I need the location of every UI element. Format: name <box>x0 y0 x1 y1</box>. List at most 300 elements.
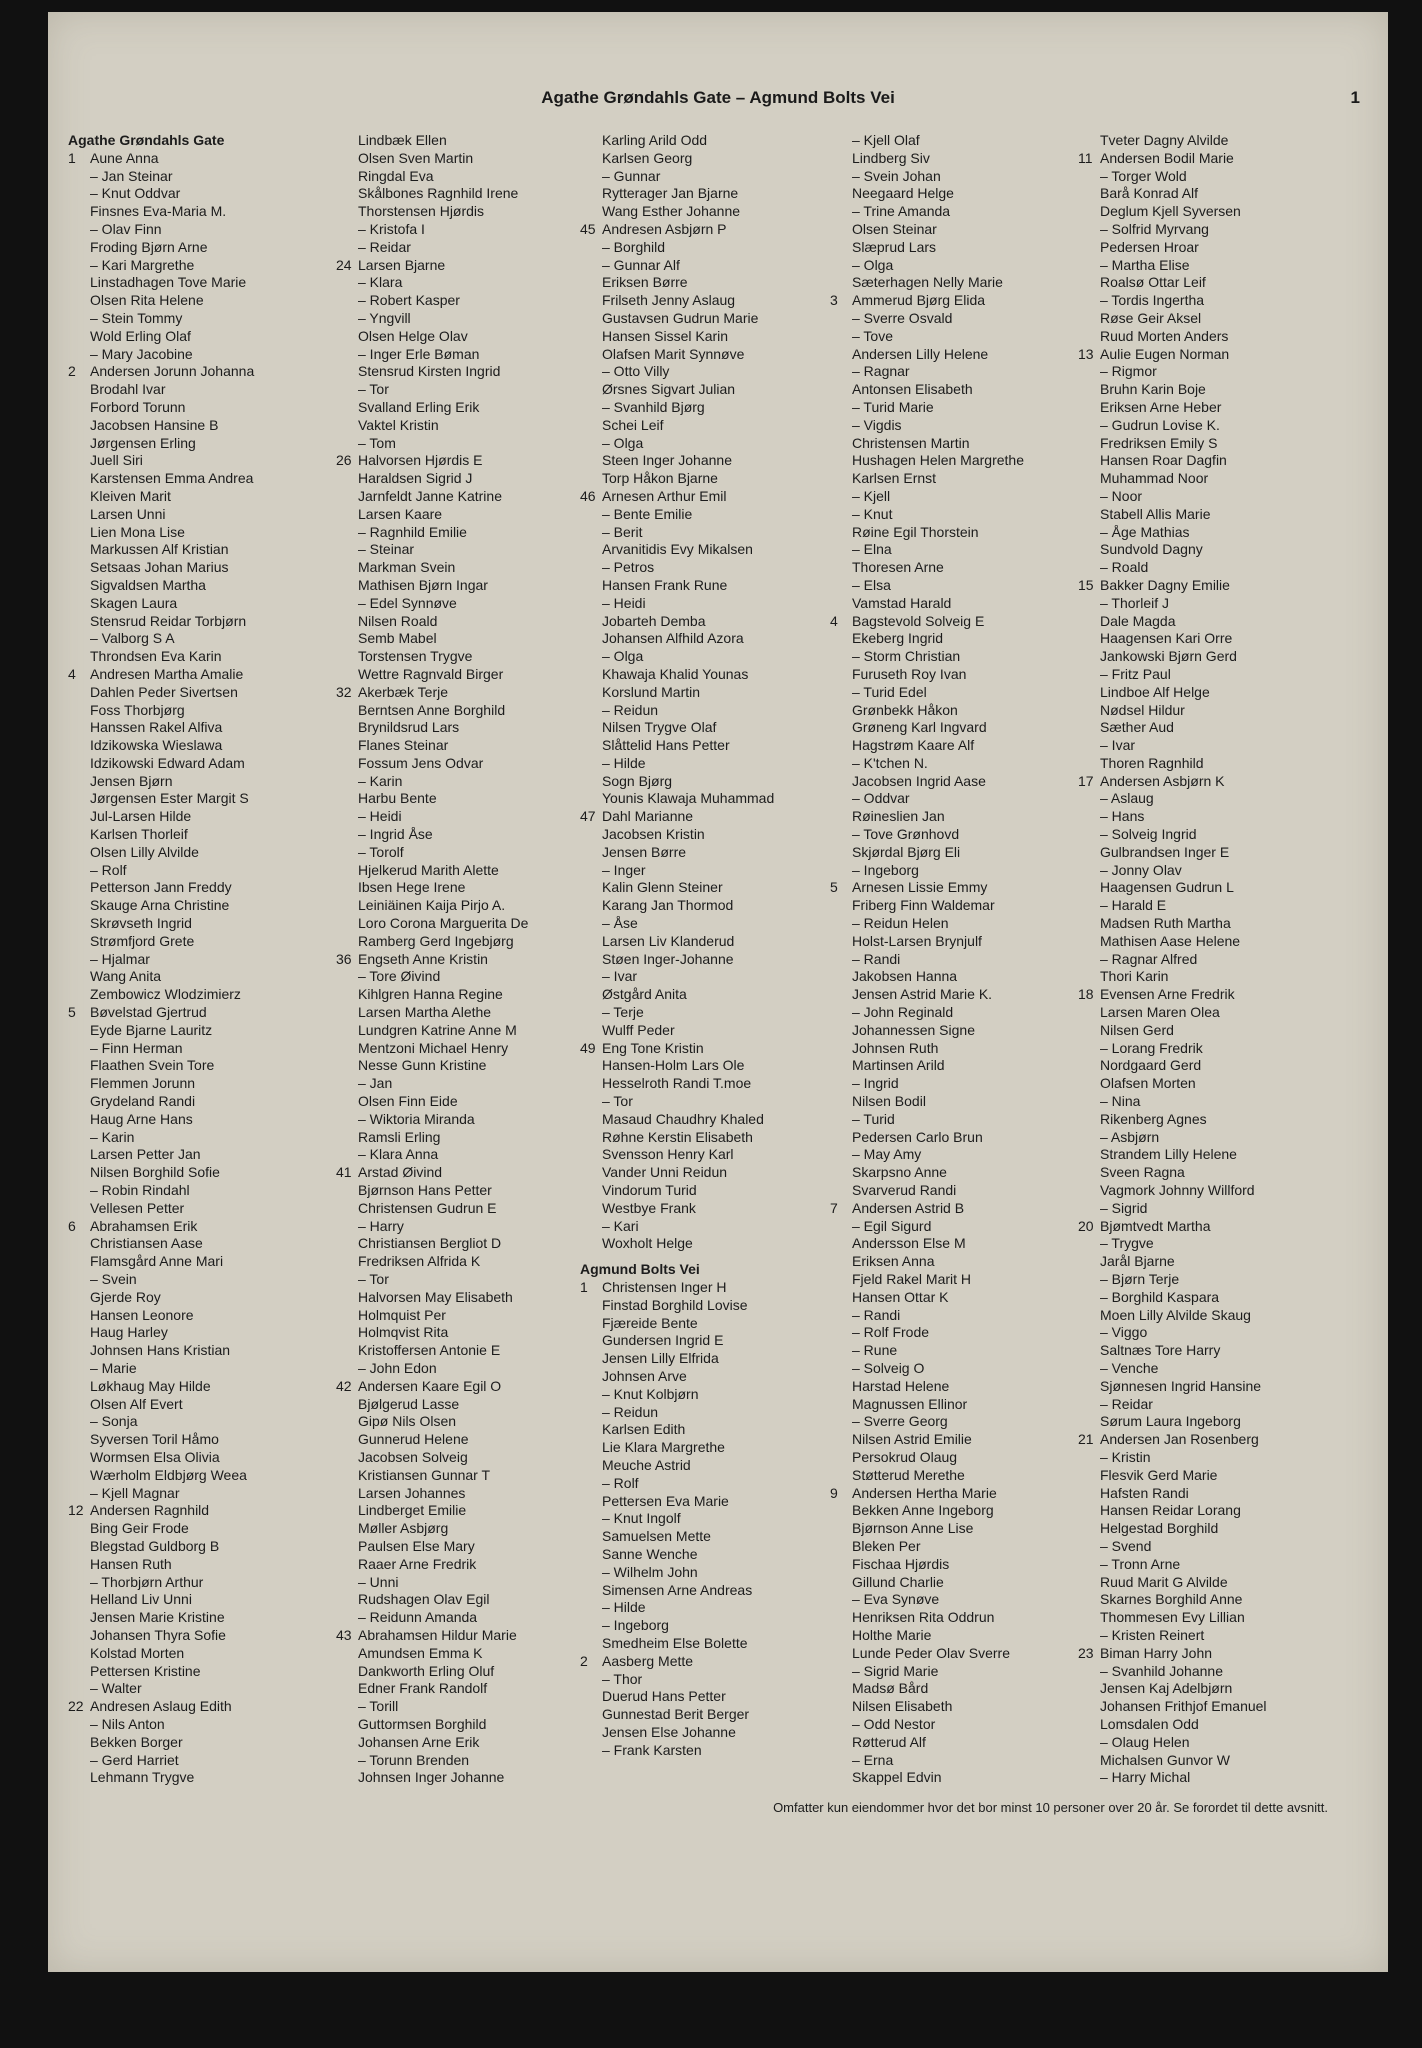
resident-entry <box>580 1386 830 1404</box>
resident-name: Christensen Martin <box>852 434 970 451</box>
resident-name: Jankowski Bjørn Gerd <box>1100 648 1237 665</box>
resident-entry <box>336 506 586 524</box>
resident-entry <box>1078 1182 1328 1200</box>
resident-entry <box>68 1324 318 1342</box>
resident-entry <box>68 1716 318 1734</box>
resident-name: Skrøvseth Ingrid <box>90 915 192 932</box>
resident-entry <box>580 506 830 524</box>
resident-name: Eriksen Anna <box>852 1253 935 1270</box>
resident-name: – Tove <box>852 327 893 344</box>
resident-name: Andersen Lilly Helene <box>852 345 989 362</box>
resident-entry <box>336 719 586 737</box>
resident-entry <box>336 1182 586 1200</box>
resident-name: Nilsen Gerd <box>1100 1021 1174 1038</box>
resident-name: Olsen Finn Eide <box>358 1093 458 1110</box>
resident-name: Dale Magda <box>1100 612 1176 629</box>
resident-entry <box>1078 1609 1328 1627</box>
resident-entry <box>830 1698 1080 1716</box>
resident-name: Hafsten Randi <box>1100 1484 1189 1501</box>
resident-name: Westbye Frank <box>602 1199 696 1216</box>
resident-name: Løkhaug May Hilde <box>90 1377 211 1394</box>
resident-name: – Kristen Reinert <box>1100 1626 1205 1643</box>
resident-entry <box>68 1538 318 1556</box>
resident-name: Larsen Bjarne <box>358 256 446 273</box>
resident-entry <box>336 862 586 880</box>
resident-entry <box>1078 1360 1328 1378</box>
resident-name: – Elna <box>852 541 892 558</box>
resident-name: Lehmann Trygve <box>90 1769 195 1786</box>
resident-entry <box>830 1111 1080 1129</box>
house-number: 42 <box>336 1377 352 1394</box>
resident-name: Lien Mona Lise <box>90 523 185 540</box>
resident-name: Holst-Larsen Brynjulf <box>852 932 982 949</box>
resident-name: – Solfrid Myrvang <box>1100 220 1209 237</box>
resident-entry <box>1078 933 1328 951</box>
resident-name: – Fritz Paul <box>1100 665 1171 682</box>
resident-entry <box>580 470 830 488</box>
resident-name: – Kristin <box>1100 1448 1151 1465</box>
resident-name: Sæterhagen Nelly Marie <box>852 274 1003 291</box>
house-number: 49 <box>580 1039 596 1056</box>
resident-entry <box>1078 1627 1328 1645</box>
resident-entry <box>580 755 830 773</box>
resident-entry <box>336 310 586 328</box>
resident-name: Bekken Anne Ingeborg <box>852 1502 994 1519</box>
resident-name: – Kjell <box>852 487 891 504</box>
resident-name: Gunnerud Helene <box>358 1431 469 1448</box>
resident-name: Nilsen Roald <box>358 612 438 629</box>
house-number: 46 <box>580 487 596 504</box>
resident-name: Jensen Else Johanne <box>602 1723 736 1740</box>
resident-name: Ibsen Hege Irene <box>358 879 466 896</box>
resident-entry <box>336 559 586 577</box>
resident-name: Raaer Arne Fredrik <box>358 1555 477 1572</box>
resident-entry <box>580 773 830 791</box>
resident-name: – Mary Jacobine <box>90 345 193 362</box>
resident-entry <box>830 1022 1080 1040</box>
resident-name: – Olga <box>602 648 644 665</box>
resident-entry <box>1078 1574 1328 1592</box>
resident-entry <box>336 1502 586 1520</box>
column-3 <box>580 132 830 1760</box>
resident-entry <box>68 1752 318 1770</box>
resident-entry <box>1078 1164 1328 1182</box>
resident-name: Grydeland Randi <box>90 1093 196 1110</box>
resident-name: – Tove Grønhovd <box>852 826 960 843</box>
resident-entry <box>336 1645 586 1663</box>
house-number: 5 <box>68 1004 76 1021</box>
resident-entry <box>830 1253 1080 1271</box>
resident-name: Hansen Ruth <box>90 1555 172 1572</box>
resident-name: Jensen Astrid Marie K. <box>852 986 993 1003</box>
resident-entry <box>830 1609 1080 1627</box>
resident-name: Helgestad Borghild <box>1100 1520 1219 1537</box>
resident-entry <box>580 595 830 613</box>
resident-entry <box>1078 1716 1328 1734</box>
resident-entry <box>1078 1324 1328 1342</box>
resident-name: Throndsen Eva Karin <box>90 648 222 665</box>
resident-entry <box>830 826 1080 844</box>
resident-name: Pettersen Kristine <box>90 1662 201 1679</box>
resident-entry <box>68 292 318 310</box>
house-entry <box>68 1502 318 1520</box>
resident-entry <box>1078 470 1328 488</box>
resident-name: – Randi <box>852 950 901 967</box>
resident-name: Pettersen Eva Marie <box>602 1492 729 1509</box>
resident-entry <box>336 915 586 933</box>
house-number: 24 <box>336 256 352 273</box>
resident-entry <box>68 1164 318 1182</box>
resident-entry <box>830 1502 1080 1520</box>
house-number: 4 <box>68 665 76 682</box>
resident-name: – Knut Oddvar <box>90 185 181 202</box>
resident-entry <box>580 257 830 275</box>
resident-entry <box>68 524 318 542</box>
resident-entry <box>830 168 1080 186</box>
resident-name: – Gunnar <box>602 167 661 184</box>
resident-name: Wulff Peder <box>602 1021 675 1038</box>
resident-name: Madsø Bård <box>852 1680 929 1697</box>
resident-name: Haagensen Gudrun L <box>1100 879 1234 896</box>
resident-name: Vellesen Petter <box>90 1199 185 1216</box>
resident-entry <box>68 257 318 275</box>
resident-name: Samuelsen Mette <box>602 1528 711 1545</box>
resident-name: Lindbæk Ellen <box>358 132 447 148</box>
resident-entry <box>1078 559 1328 577</box>
resident-name: – Noor <box>1100 487 1143 504</box>
resident-name: – Torolf <box>358 843 404 860</box>
resident-name: Karlsen Ernst <box>852 470 937 487</box>
resident-name: Skålbones Ragnhild Irene <box>358 185 519 202</box>
resident-name: – Viggo <box>1100 1324 1148 1341</box>
resident-name: Vindorum Turid <box>602 1182 697 1199</box>
resident-entry <box>580 1111 830 1129</box>
resident-entry <box>830 1413 1080 1431</box>
resident-name: Ammerud Bjørg Elida <box>852 292 986 309</box>
resident-name: Barå Konrad Alf <box>1100 185 1199 202</box>
house-entry <box>336 452 586 470</box>
resident-entry <box>580 1528 830 1546</box>
resident-entry <box>336 1057 586 1075</box>
resident-name: Smedheim Else Bolette <box>602 1634 748 1651</box>
resident-entry <box>68 346 318 364</box>
resident-entry <box>580 310 830 328</box>
resident-name: – Turid Marie <box>852 398 934 415</box>
house-entry <box>336 951 586 969</box>
resident-name: Martinsen Arild <box>852 1057 945 1074</box>
resident-name: Pedersen Hroar <box>1100 238 1199 255</box>
resident-name: Jobarteh Demba <box>602 612 706 629</box>
resident-name: Svensson Henry Karl <box>602 1146 734 1163</box>
resident-entry <box>830 203 1080 221</box>
page-title: Agathe Grøndahls Gate – Agmund Bolts Vei <box>541 88 895 107</box>
resident-entry <box>580 292 830 310</box>
resident-name: – Eva Synøve <box>852 1591 940 1608</box>
resident-name: – Valborg S A <box>90 630 175 647</box>
resident-entry <box>580 719 830 737</box>
resident-name: – Knut Kolbjørn <box>602 1385 699 1402</box>
resident-name: Svarverud Randi <box>852 1182 957 1199</box>
resident-name: – Egil Sigurd <box>852 1217 932 1234</box>
resident-name: Hansen Ottar K <box>852 1288 949 1305</box>
resident-entry <box>68 1609 318 1627</box>
resident-entry <box>336 203 586 221</box>
resident-name: Dankworth Erling Oluf <box>358 1662 495 1679</box>
resident-entry <box>68 933 318 951</box>
resident-entry <box>580 274 830 292</box>
resident-entry <box>830 274 1080 292</box>
resident-entry <box>1078 1752 1328 1770</box>
resident-entry <box>1078 897 1328 915</box>
resident-name: Olsen Helge Olav <box>358 327 468 344</box>
resident-name: – Karin <box>358 772 403 789</box>
resident-entry <box>68 1769 318 1787</box>
resident-name: Jarål Bjarne <box>1100 1253 1175 1270</box>
resident-entry <box>336 1022 586 1040</box>
house-entry <box>580 808 830 826</box>
resident-name: Masaud Chaudhry Khaled <box>602 1110 764 1127</box>
resident-entry <box>1078 132 1328 150</box>
resident-name: Idzikowska Wieslawa <box>90 737 223 754</box>
street-heading: Agathe Grøndahls Gate <box>68 132 225 148</box>
resident-name: – Edel Synnøve <box>358 594 457 611</box>
resident-name: – Turid <box>852 1110 895 1127</box>
page-number: 1 <box>1350 88 1360 107</box>
house-number: 2 <box>68 363 76 380</box>
resident-name: Arnesen Arthur Emil <box>602 487 727 504</box>
resident-entry <box>68 719 318 737</box>
resident-entry <box>830 239 1080 257</box>
resident-name: Olsen Steinar <box>852 220 937 237</box>
resident-entry <box>580 1297 830 1315</box>
resident-name: Ramberg Gerd Ingebjørg <box>358 932 514 949</box>
resident-name: Hansen Roar Dagfin <box>1100 452 1227 469</box>
resident-entry <box>336 1324 586 1342</box>
resident-entry <box>336 648 586 666</box>
resident-name: Syversen Toril Håmo <box>90 1431 219 1448</box>
resident-name: – Harry Michal <box>1100 1769 1191 1786</box>
resident-entry <box>336 185 586 203</box>
resident-entry <box>68 808 318 826</box>
resident-entry <box>1078 1022 1328 1040</box>
resident-name: – Nina <box>1100 1093 1141 1110</box>
resident-name: Berntsen Anne Borghild <box>358 701 506 718</box>
resident-name: Hushagen Helen Margrethe <box>852 452 1024 469</box>
resident-entry <box>1078 1485 1328 1503</box>
house-number: 11 <box>1078 149 1093 166</box>
resident-name: – Odd Nestor <box>852 1715 936 1732</box>
resident-name: Vaktel Kristin <box>358 416 439 433</box>
resident-entry <box>830 1556 1080 1574</box>
resident-name: Vamstad Harald <box>852 594 952 611</box>
resident-name: Johnsen Ruth <box>852 1039 939 1056</box>
resident-entry <box>336 986 586 1004</box>
resident-name: Eriksen Børre <box>602 274 688 291</box>
resident-name: Finsnes Eva-Maria M. <box>90 203 227 220</box>
resident-name: – Borghild <box>602 238 666 255</box>
resident-name: – Aslaug <box>1100 790 1154 807</box>
resident-name: – Wilhelm John <box>602 1563 698 1580</box>
resident-entry <box>68 203 318 221</box>
house-entry <box>336 1627 586 1645</box>
resident-name: Juell Siri <box>90 452 143 469</box>
resident-name: Paulsen Else Mary <box>358 1537 475 1554</box>
resident-name: Zembowicz Wlodzimierz <box>90 986 241 1003</box>
resident-name: – Steinar <box>358 541 415 558</box>
resident-entry <box>68 1057 318 1075</box>
resident-entry <box>830 1271 1080 1289</box>
resident-name: Hansen Leonore <box>90 1306 194 1323</box>
resident-entry <box>68 1449 318 1467</box>
resident-name: Larsen Maren Olea <box>1100 1004 1220 1021</box>
directory-page <box>48 12 1388 1972</box>
resident-entry <box>580 1706 830 1724</box>
resident-entry <box>336 1360 586 1378</box>
resident-entry <box>580 951 830 969</box>
resident-name: – Gunnar Alf <box>602 256 680 273</box>
resident-name: – Sverre Georg <box>852 1413 948 1430</box>
resident-name: – John Reginald <box>852 1004 954 1021</box>
resident-entry <box>336 1538 586 1556</box>
resident-entry <box>68 1663 318 1681</box>
resident-name: Andersen Bodil Marie <box>1100 149 1234 166</box>
resident-name: Engseth Anne Kristin <box>358 950 488 967</box>
resident-entry <box>830 1004 1080 1022</box>
resident-name: Jarnfeldt Janne Katrine <box>358 487 502 504</box>
resident-name: Støtterud Merethe <box>852 1466 965 1483</box>
resident-entry <box>580 790 830 808</box>
resident-name: – Knut Ingolf <box>602 1510 681 1527</box>
resident-entry <box>830 1680 1080 1698</box>
resident-name: Hansen-Holm Lars Ole <box>602 1057 745 1074</box>
resident-name: Røineslien Jan <box>852 808 945 825</box>
resident-name: Christensen Inger H <box>602 1279 727 1295</box>
resident-name: – Reidunn Amanda <box>358 1609 478 1626</box>
resident-name: Flesvik Gerd Marie <box>1100 1466 1218 1483</box>
resident-name: – Turid Edel <box>852 683 927 700</box>
resident-entry <box>336 844 586 862</box>
resident-entry <box>830 719 1080 737</box>
resident-name: Skauge Arna Christine <box>90 897 230 914</box>
resident-entry <box>580 381 830 399</box>
resident-name: Arnesen Lissie Emmy <box>852 879 988 896</box>
resident-entry <box>580 1129 830 1147</box>
resident-name: Henriksen Rita Oddrun <box>852 1609 995 1626</box>
resident-name: Friberg Finn Waldemar <box>852 897 995 914</box>
resident-name: – Oddvar <box>852 790 910 807</box>
resident-entry <box>1078 719 1328 737</box>
resident-entry <box>1078 292 1328 310</box>
resident-name: Frilseth Jenny Aslaug <box>602 292 736 309</box>
resident-name: – Ivar <box>602 968 638 985</box>
resident-name: Biman Harry John <box>1100 1644 1213 1661</box>
resident-entry <box>830 595 1080 613</box>
resident-entry <box>830 1164 1080 1182</box>
resident-name: Røine Egil Thorstein <box>852 523 979 540</box>
resident-entry <box>830 328 1080 346</box>
resident-entry <box>580 1421 830 1439</box>
resident-entry <box>580 1235 830 1253</box>
resident-name: Olsen Alf Evert <box>90 1395 183 1412</box>
resident-name: Jacobsen Ingrid Aase <box>852 772 986 789</box>
resident-name: Strandem Lilly Helene <box>1100 1146 1237 1163</box>
resident-entry <box>830 363 1080 381</box>
house-number: 6 <box>68 1217 76 1234</box>
resident-entry <box>68 1360 318 1378</box>
resident-name: Schei Leif <box>602 416 664 433</box>
resident-name: Torstensen Trygve <box>358 648 473 665</box>
resident-entry <box>580 630 830 648</box>
resident-entry <box>580 168 830 186</box>
resident-name: – Sigrid <box>1100 1199 1148 1216</box>
resident-name: Edner Frank Randolf <box>358 1680 488 1697</box>
house-entry <box>830 879 1080 897</box>
resident-entry <box>68 951 318 969</box>
resident-name: Setsaas Johan Marius <box>90 559 229 576</box>
resident-name: Andersen Asbjørn K <box>1100 772 1225 789</box>
resident-entry <box>336 826 586 844</box>
resident-entry <box>580 1510 830 1528</box>
resident-name: – Bente Emilie <box>602 505 693 522</box>
resident-entry <box>830 310 1080 328</box>
resident-entry <box>1078 702 1328 720</box>
house-number: 32 <box>336 683 352 700</box>
resident-name: Olsen Lilly Alvilde <box>90 843 199 860</box>
resident-entry <box>830 1057 1080 1075</box>
resident-name: Slæprud Lars <box>852 238 937 255</box>
resident-entry <box>1078 1734 1328 1752</box>
resident-name: Sogn Bjørg <box>602 772 673 789</box>
resident-entry <box>336 328 586 346</box>
resident-name: – Jan <box>358 1075 393 1092</box>
resident-entry <box>336 435 586 453</box>
house-entry <box>1078 577 1328 595</box>
resident-name: Andersen Ragnhild <box>90 1502 210 1519</box>
resident-name: – Finn Herman <box>90 1039 183 1056</box>
house-entry <box>580 488 830 506</box>
resident-name: Lindberget Emilie <box>358 1502 467 1519</box>
resident-entry <box>336 1485 586 1503</box>
resident-name: Brodahl Ivar <box>90 381 166 398</box>
resident-entry <box>336 221 586 239</box>
resident-name: Skarpsno Anne <box>852 1164 947 1181</box>
resident-entry <box>830 1716 1080 1734</box>
resident-entry <box>580 986 830 1004</box>
resident-name: Abrahamsen Erik <box>90 1217 198 1234</box>
resident-entry <box>68 613 318 631</box>
resident-entry <box>1078 915 1328 933</box>
resident-entry <box>336 1467 586 1485</box>
resident-name: – Asbjørn <box>1100 1128 1160 1145</box>
resident-entry <box>1078 417 1328 435</box>
resident-name: Wang Esther Johanne <box>602 203 741 220</box>
resident-name: – Inger <box>602 861 646 878</box>
resident-name: – Ingeborg <box>852 861 919 878</box>
resident-entry <box>580 328 830 346</box>
resident-entry <box>1078 684 1328 702</box>
resident-name: Younis Klawaja Muhammad <box>602 790 775 807</box>
resident-entry <box>68 915 318 933</box>
resident-entry <box>336 399 586 417</box>
resident-name: Rikenberg Agnes <box>1100 1110 1207 1127</box>
house-entry <box>336 1164 586 1182</box>
resident-entry <box>1078 524 1328 542</box>
resident-name: – Ragnar <box>852 363 910 380</box>
resident-name: – Thorleif J <box>1100 594 1169 611</box>
resident-name: Korslund Martin <box>602 683 701 700</box>
resident-name: – Sigrid Marie <box>852 1662 939 1679</box>
resident-name: Flemmen Jorunn <box>90 1075 196 1092</box>
